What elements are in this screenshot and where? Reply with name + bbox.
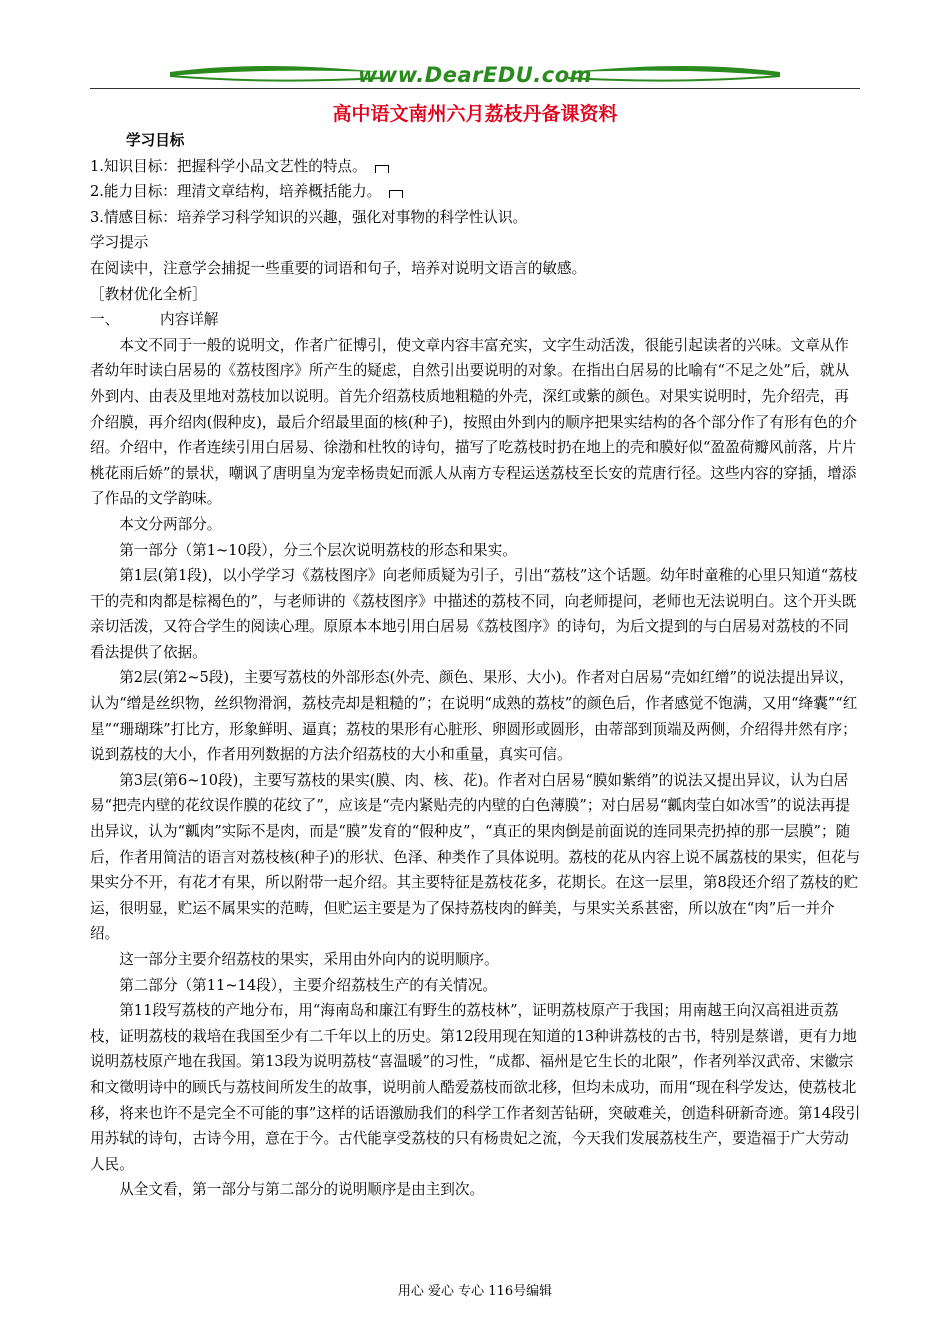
goal-2-text: 2.能力目标：理清文章结构，培养概括能力。: [90, 183, 382, 201]
tips-heading: 学习提示: [90, 234, 149, 252]
site-logo-text[interactable]: www.DearEDU.com: [357, 63, 593, 87]
goal-item: 3.情感目标：培养学习科学知识的兴趣，强化对事物的科学性认识。: [90, 208, 528, 226]
site-header: [90, 58, 860, 92]
body-paragraph: 第1层(第1段)，以小学学习《荔枝图序》向老师质疑为引子，引出“荔枝”这个话题。幼年时童稚的心里只知道“荔枝干的壳和肉都是棕褐色的”，与老师讲的《荔枝图序》中描述的荔枝不同，向老师提问，老师也无法说明白。这个开头既亲切活泼，又符合学生的阅读心理。原原本本地引用白居易《荔枝图序》的诗句，为后文提到的与白居易对荔枝的不同看法提供了依据。: [90, 567, 858, 661]
body-paragraph: 从全文看，第一部分与第二部分的说明顺序是由主到次。: [119, 1181, 485, 1199]
body-paragraph: 第11段写荔枝的产地分布，用“海南岛和廉江有野生的荔枝林”，证明荔枝原产于我国；用南越王向汉高祖进贡荔枝，证明荔枝的栽培在我国至少有二千年以上的历史。第12段用现在知道的13种讲荔枝的古书，特别是蔡谱，更有力地说明荔枝原产地在我国。第13段为说明荔枝“喜温暖”的习性，“成都、福州是它生长的北限”，作者列举汉武帝、宋徽宗和文徵明诗中的顾氏与荔枝间所发生的故事，说明前人酷爱荔枝而欲北移，但均未成功，而用“现在科学发达，使荔枝北移，将来也许不是完全不可能的事”这样的话语激励我们的科学工作者刻苦钻研，突破难关，创造科研新奇迹。第14段引用苏轼的诗句，古诗今用，意在于今。古代能享受荔枝的只有杨贵妃之流，今天我们发展荔枝生产，要造福于广大劳动人民。: [90, 1002, 861, 1173]
document-body: [90, 128, 862, 1203]
body-paragraph: 本文不同于一般的说明文，作者广征博引，使文章内容丰富充实，文字生动活泼，很能引起读者的兴味。文章从作者幼年时读白居易的《荔枝图序》所产生的疑虑，自然引出要说明的对象。在指出白居易的比喻有“不足之处”后，就从外到内、由表及里地对荔枝加以说明。首先介绍荔枝质地粗糙的外壳，深红或紫的颜色。对果实说明时，先介绍壳，再介绍膜，再介绍肉(假种皮)，最后介绍最里面的核(种子)，按照由外到内的顺序把果实结构的各个部分作了有形有色的介绍。介绍中，作者连续引用白居易、徐渤和杜牧的诗句，描写了吃荔枝时扔在地上的壳和膜好似“盈盈荷瓣风前落，片片桃花雨后娇”的景状，嘲讽了唐明皇为宠幸杨贵妃而派人从南方专程运送荔枝至长安的荒唐行径。这些内容的穿插，增添了作品的文学韵味。: [90, 336, 858, 508]
return-mark-icon: [375, 165, 389, 173]
return-mark-icon: [389, 190, 403, 198]
body-paragraph: 本文分两部分。: [119, 515, 222, 533]
body-paragraph: 第一部分（第1~10段），分三个层次说明荔枝的形态和果实。: [119, 541, 517, 559]
goal-1-text: 1.知识目标：把握科学小品文艺性的特点。: [90, 157, 367, 175]
page-title: 高中语文南州六月荔枝丹备课资料: [332, 103, 618, 125]
header-divider: [90, 88, 860, 89]
page-footer: 用心 爱心 专心 116号编辑: [397, 1284, 553, 1299]
part-heading: [90, 307, 862, 333]
body-paragraph: 第2层(第2~5段)，主要写荔枝的外部形态(外壳、颜色、果形、大小)。作者对白居易“壳如红缯”的说法提出异议，认为“缯是丝织物，丝织物滑润，荔枝壳却是粗糙的”；在说明“成熟的荔枝”的颜色后，作者感觉不饱满，又用“绛囊”“红星”“珊瑚珠”打比方，形象鲜明、逼真；荔枝的果形有心脏形、卵圆形或圆形，由蒂部到顶端及两侧，介绍得井然有序；说到荔枝的大小，作者用列数据的方法介绍荔枝的大小和重量，真实可信。: [90, 669, 858, 764]
goal-item: [90, 179, 862, 205]
body-paragraph: 第二部分（第11~14段），主要介绍荔枝生产的有关情况。: [119, 976, 497, 994]
body-paragraph: 第3层(第6~10段)，主要写荔枝的果实(膜、肉、核、花)。作者对白居易“膜如紫绡”的说法又提出异议，认为白居易“把壳内壁的花纹误作膜的花纹了”，应该是“壳内紧贴壳的内壁的白色薄膜”；对白居易“瓤肉莹白如冰雪”的说法再提出异议，认为“瓤肉”实际不是肉，而是“膜”发育的“假种皮”，“真正的果肉倒是前面说的连同果壳扔掉的那一层膜”；随后，作者用简洁的语言对荔枝核(种子)的形状、色泽、种类作了具体说明。荔枝的花从内容上说不属荔枝的果实，但花与果实分不开，有花才有果，所以附带一起介绍。其主要特征是荔枝花多，花期长。在这一层里，第8段还介绍了荔枝的贮运，很明显，贮运不属果实的范畴，但贮运主要是为了保持荔枝肉的鲜美，与果实关系甚密，所以放在“肉”后一并介绍。: [90, 771, 861, 943]
part-number: 一、: [90, 311, 120, 329]
goals-heading: 学习目标: [126, 132, 185, 149]
analysis-heading: ［教材优化全析］: [90, 285, 207, 303]
body-paragraph: 这一部分主要介绍荔枝的果实，采用由外向内的说明顺序。: [119, 951, 499, 968]
part-title: 内容详解: [160, 311, 219, 329]
goal-item: [90, 154, 862, 180]
tips-text: 在阅读中，注意学会捕捉一些重要的词语和句子，培养对说明文语言的敏感。: [90, 259, 587, 277]
